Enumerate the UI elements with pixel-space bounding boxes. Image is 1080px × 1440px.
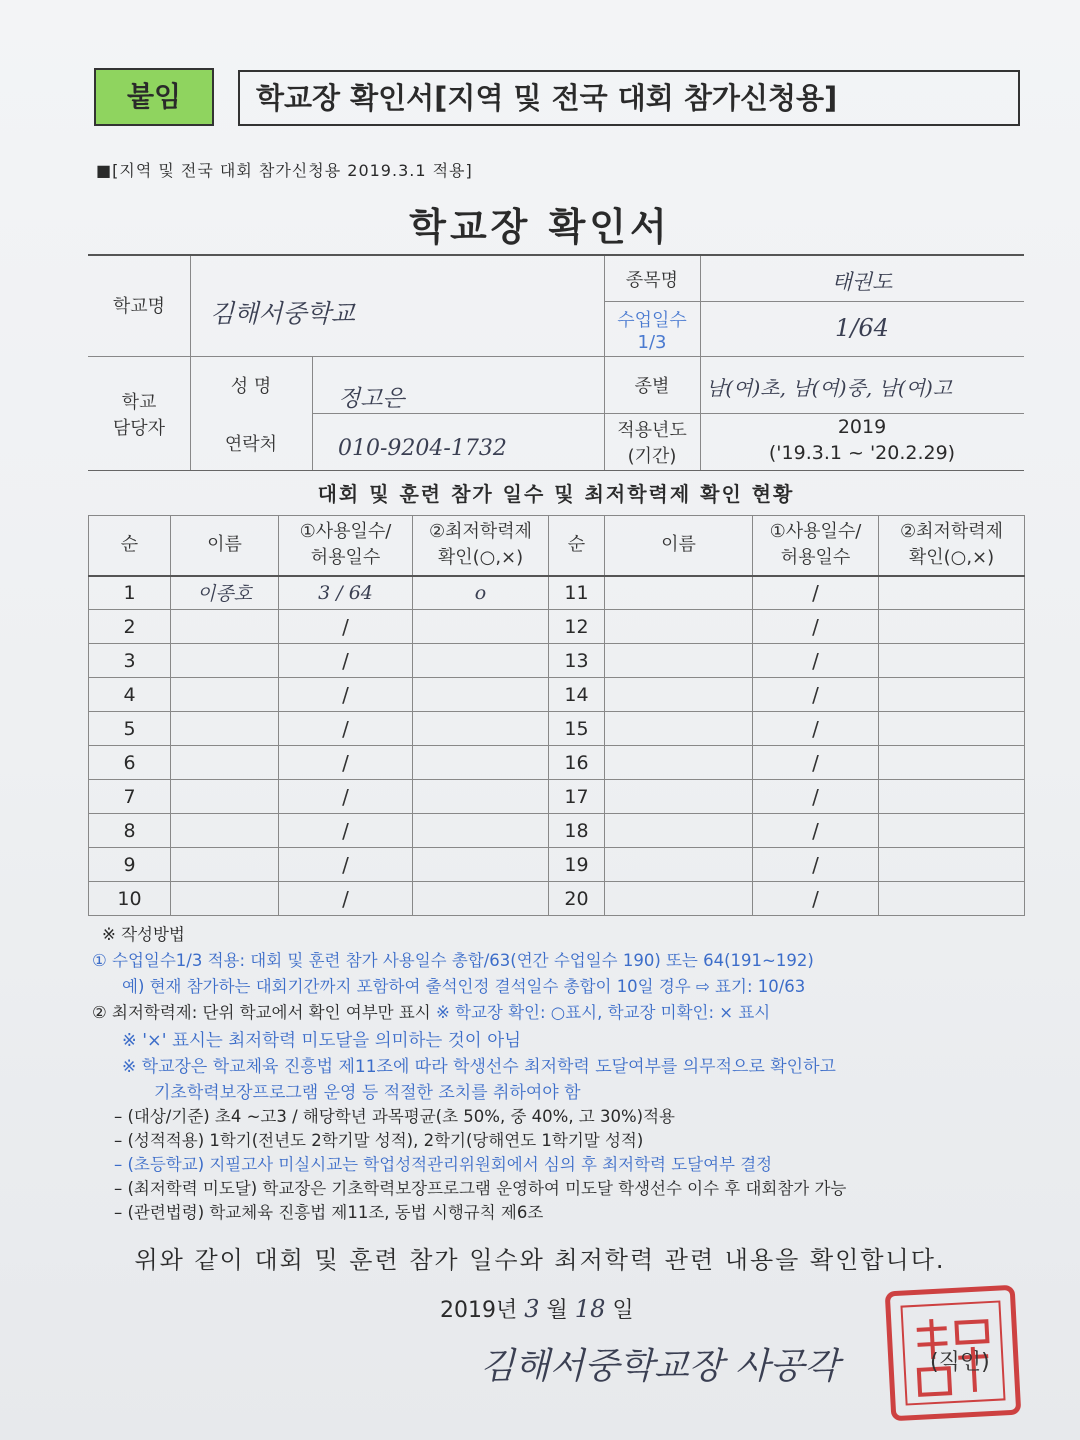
- page-title: 학교장 확인서: [409, 205, 671, 249]
- row-name: [171, 678, 279, 712]
- row-name: [171, 746, 279, 780]
- year-value: 2019: [837, 416, 887, 438]
- row-seq: 8: [89, 814, 171, 848]
- row-days-right: /: [753, 576, 879, 610]
- row-seq-right: 16: [549, 746, 605, 780]
- row-check-right: [879, 576, 1025, 610]
- row-check: o: [413, 576, 549, 610]
- person-name-value: 정고은: [338, 386, 405, 412]
- row-days: /: [279, 712, 413, 746]
- principal-signature: 김해서중학교장 사공각: [480, 1346, 840, 1387]
- header-min-right: ②최저학력제 확인(○,×): [879, 516, 1025, 576]
- row-check: [413, 678, 549, 712]
- row-seq: 6: [89, 746, 171, 780]
- table-row: [89, 576, 1025, 610]
- row-check: [413, 712, 549, 746]
- notes-heading: ※ 작성방법: [102, 925, 185, 944]
- row-name-right: [605, 576, 753, 610]
- header-seq-right: 순: [549, 516, 605, 576]
- sport-label: 종목명: [625, 270, 679, 291]
- note-2b: ※ '×' 표시는 최저학력 미도달을 의미하는 것이 아님: [122, 1031, 522, 1051]
- header-min-left: ②최저학력제 확인(○,×): [413, 516, 549, 576]
- row-name-right: [605, 678, 753, 712]
- row-days: /: [279, 814, 413, 848]
- confirmation-statement: 위와 같이 대회 및 훈련 참가 일수와 최저학력 관련 내용을 확인합니다.: [134, 1246, 946, 1274]
- row-seq: 9: [89, 848, 171, 882]
- table-row: [89, 610, 1025, 644]
- note-2d: 기초학력보장프로그램 운영 등 적절한 조치를 취하여야 함: [154, 1083, 581, 1103]
- type-value: 남(여)초, 남(여)중, 남(여)고: [706, 376, 953, 400]
- note-b4: – (최저학력 미도달) 학교장은 기초학력보장프로그램 운영하여 미도달 학생선수 이수 후 대회참가 가능: [114, 1179, 847, 1198]
- contact-value: 010-9204-1732: [338, 436, 507, 461]
- row-days: /: [279, 678, 413, 712]
- row-seq: 2: [89, 610, 171, 644]
- row-name: [171, 610, 279, 644]
- row-check-right: [879, 882, 1025, 916]
- note-2a: ② 최저학력제: 단위 학교에서 확인 여부만 표시 ※ 학교장 확인: ○표시, 학교장 미확인: × 표시: [92, 1003, 771, 1022]
- row-check: [413, 746, 549, 780]
- form-subtitle: ■[지역 및 전국 대회 참가신청용 2019.3.1 적용]: [96, 161, 473, 180]
- note-b3: – (초등학교) 지필고사 미실시교는 학업성적관리위원회에서 심의 후 최저학력 도달여부 결정: [114, 1155, 773, 1174]
- sport-value: 태권도: [831, 270, 893, 294]
- row-seq: 10: [89, 882, 171, 916]
- row-days-right: /: [753, 678, 879, 712]
- seal-label: (직인): [930, 1350, 990, 1375]
- class-days-value: 1/64: [835, 314, 889, 342]
- row-days: 3 / 64: [279, 576, 413, 610]
- contact-label: 연락처: [224, 434, 278, 455]
- row-name-right: [605, 814, 753, 848]
- row-days-right: /: [753, 848, 879, 882]
- row-seq-right: 12: [549, 610, 605, 644]
- row-check: [413, 610, 549, 644]
- row-name-right: [605, 848, 753, 882]
- row-seq: 5: [89, 712, 171, 746]
- table-row: [89, 780, 1025, 814]
- row-days-right: /: [753, 644, 879, 678]
- type-label: 종별: [634, 376, 670, 397]
- header-box-title: 학교장 확인서[지역 및 전국 대회 참가신청용]: [238, 70, 1020, 126]
- manager-label-2: 담당자: [112, 418, 166, 439]
- status-section-title: 대회 및 훈련 참가 일수 및 최저학력제 확인 현황: [317, 482, 795, 506]
- row-days: /: [279, 882, 413, 916]
- row-days-right: /: [753, 780, 879, 814]
- row-name-right: [605, 780, 753, 814]
- header-name-right: 이름: [605, 516, 753, 576]
- row-check-right: [879, 746, 1025, 780]
- row-days: /: [279, 610, 413, 644]
- row-name-right: [605, 644, 753, 678]
- row-days: /: [279, 848, 413, 882]
- row-check-right: [879, 848, 1025, 882]
- table-header-row: [89, 516, 1025, 576]
- row-seq-right: 17: [549, 780, 605, 814]
- row-seq-right: 18: [549, 814, 605, 848]
- row-check-right: [879, 814, 1025, 848]
- row-check-right: [879, 610, 1025, 644]
- row-seq: 4: [89, 678, 171, 712]
- row-seq-right: 13: [549, 644, 605, 678]
- row-check: [413, 882, 549, 916]
- header-days-left: ①사용일수/ 허용일수: [279, 516, 413, 576]
- row-name: [171, 882, 279, 916]
- header-days-right: ①사용일수/ 허용일수: [753, 516, 879, 576]
- row-days: /: [279, 746, 413, 780]
- row-check-right: [879, 678, 1025, 712]
- row-name-right: [605, 882, 753, 916]
- attachment-tag: 붙임: [94, 68, 214, 126]
- row-days-right: /: [753, 746, 879, 780]
- note-2c: ※ 학교장은 학교체육 진흥법 제11조에 따라 학생선수 최저학력 도달여부를 의무적으로 확인하고: [122, 1057, 836, 1077]
- note-1b: 예) 현재 참가하는 대회기간까지 포함하여 출석인정 결석일수 총합이 10일 경우 ⇨ 표기: 10/63: [122, 977, 806, 996]
- table-row: [89, 814, 1025, 848]
- row-name: [171, 780, 279, 814]
- participants-table: [88, 515, 1025, 916]
- year-period: ('19.3.1 ~ '20.2.29): [768, 442, 956, 464]
- table-row: [89, 746, 1025, 780]
- row-seq: 7: [89, 780, 171, 814]
- row-days-right: /: [753, 712, 879, 746]
- note-b1: – (대상/기준) 초4 ~고3 / 해당학년 과목평균(초 50%, 중 40%, 고 30%)적용: [114, 1107, 675, 1126]
- row-check: [413, 644, 549, 678]
- school-name-label: 학교명: [112, 296, 166, 317]
- row-seq-right: 20: [549, 882, 605, 916]
- date-line: 2019년 3 월 18 일: [440, 1295, 634, 1323]
- person-name-label: 성 명: [230, 376, 272, 397]
- table-row: [89, 678, 1025, 712]
- header-name-left: 이름: [171, 516, 279, 576]
- row-check: [413, 814, 549, 848]
- info-table: [88, 254, 1024, 471]
- row-name: [171, 644, 279, 678]
- row-days-right: /: [753, 610, 879, 644]
- row-seq-right: 11: [549, 576, 605, 610]
- table-row: [89, 882, 1025, 916]
- row-seq-right: 15: [549, 712, 605, 746]
- table-row: [89, 712, 1025, 746]
- row-check-right: [879, 712, 1025, 746]
- year-label-2: (기간): [627, 446, 677, 467]
- row-name: [171, 712, 279, 746]
- row-name-right: [605, 746, 753, 780]
- row-seq: 3: [89, 644, 171, 678]
- row-days-right: /: [753, 882, 879, 916]
- row-days: /: [279, 780, 413, 814]
- table-row: [89, 644, 1025, 678]
- row-seq-right: 14: [549, 678, 605, 712]
- class-days-label-1: 수업일수: [617, 310, 687, 331]
- row-name-right: [605, 610, 753, 644]
- manager-label-1: 학교: [121, 392, 157, 413]
- row-days: /: [279, 644, 413, 678]
- year-label-1: 적용년도: [617, 420, 687, 441]
- row-check-right: [879, 780, 1025, 814]
- note-1a: ① 수업일수1/3 적용: 대회 및 훈련 참가 사용일수 총합/63(연간 수업일수 190) 또는 64(191~192): [92, 951, 814, 970]
- row-check: [413, 780, 549, 814]
- row-days-right: /: [753, 814, 879, 848]
- row-name: [171, 814, 279, 848]
- row-seq-right: 19: [549, 848, 605, 882]
- row-name: 이종호: [171, 576, 279, 610]
- note-b2: – (성적적용) 1학기(전년도 2학기말 성적), 2학기(당해연도 1학기말 성적): [114, 1131, 644, 1150]
- school-name-value: 김해서중학교: [210, 299, 355, 328]
- row-name: [171, 848, 279, 882]
- class-days-label-2: 1/3: [637, 332, 667, 353]
- row-seq: 1: [89, 576, 171, 610]
- row-check-right: [879, 644, 1025, 678]
- table-row: [89, 848, 1025, 882]
- note-b5: – (관련법령) 학교체육 진흥법 제11조, 동법 시행규칙 제6조: [114, 1203, 544, 1222]
- row-check: [413, 848, 549, 882]
- row-name-right: [605, 712, 753, 746]
- header-seq-left: 순: [89, 516, 171, 576]
